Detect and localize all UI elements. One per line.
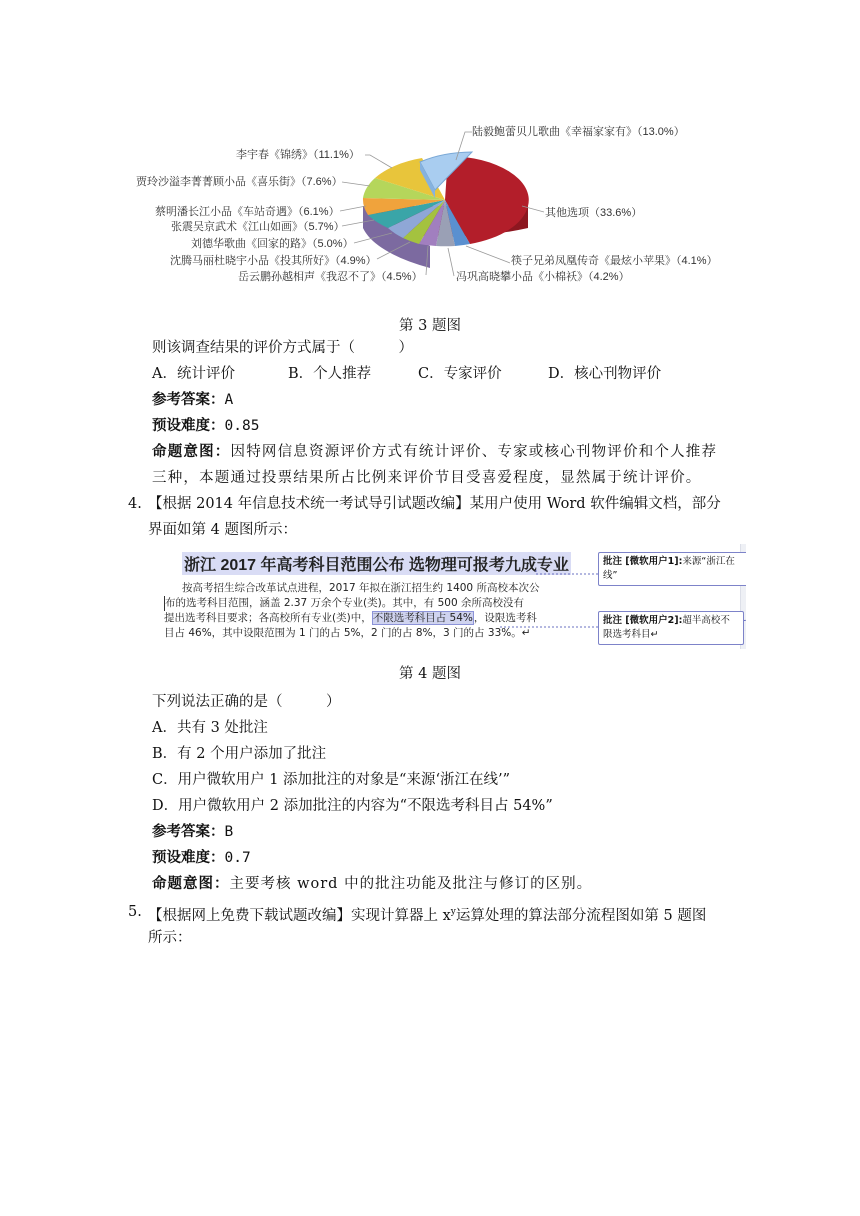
q4-intent-label: 命题意图： (152, 876, 230, 892)
figure-3-caption: 第 3 题图 (399, 318, 461, 334)
q5-stem-line-2: 所示： (148, 930, 192, 946)
word-body-line-3c: ，设限选考科 (473, 612, 537, 624)
q3-option-b: B．个人推荐 (288, 366, 372, 382)
pie-label-liudehua: 刘德华歌曲《回家的路》（5.0%） (191, 238, 354, 250)
q4-option-d: D．用户微软用户 2 添加批注的内容为“不限选考科目占 54%” (152, 798, 553, 814)
q3-option-c: C．专家评价 (418, 366, 502, 382)
q3-option-d: D．核心刊物评价 (548, 366, 662, 382)
comment-1[interactable] (598, 552, 746, 586)
leader-fenggong (448, 248, 454, 276)
word-screenshot (164, 544, 746, 649)
comment-1-head: 批注 [微软用户1]: (603, 556, 683, 567)
pie-label-luyi: 陆毅鲍蕾贝儿歌曲《幸福家家有》（13.0%） (472, 126, 685, 138)
pie-label-liyuchun: 李宇春《锦绣》（11.1%） (236, 149, 360, 161)
leader-kuaizi (466, 246, 510, 263)
q4-number: 4. (128, 496, 142, 512)
q3-stem: 则该调查结果的评价方式属于（ ） (152, 340, 413, 356)
q4-intent-text: 主要考核 word 中的批注功能及批注与修订的区别。 (229, 876, 593, 892)
leader-caiming (340, 206, 366, 211)
q3-difficulty-value: 0.85 (224, 418, 260, 434)
q4-intent (152, 874, 592, 894)
q4-difficulty-label: 预设难度： (152, 850, 225, 866)
comment-2-head: 批注 [微软用户2]: (603, 615, 683, 626)
pie-label-yueyunpeng: 岳云鹏孙越相声《我忍不了》（4.5%） (238, 271, 423, 283)
pie-label-jialing: 贾玲沙溢李菁菁顾小品《喜乐街》（7.6%） (136, 176, 343, 188)
q4-answer-value: B (224, 824, 234, 840)
word-body-line-3a: 提出选考科目要求；各高校所有专业(类)中， (164, 612, 372, 624)
q4-difficulty (152, 848, 251, 868)
connector-comment-1 (536, 561, 600, 574)
leader-jialing (342, 182, 370, 186)
q4-option-a: A．共有 3 处批注 (152, 720, 268, 736)
word-doc-title: 浙江 2017 年高考科目范围公布 选物理可报考九成专业 (182, 552, 571, 575)
pie-label-fenggong: 冯巩高晓攀小品《小棉袄》（4.2%） (456, 271, 630, 283)
q4-option-c: C．用户微软用户 1 添加批注的对象是“来源‘浙江在线’” (152, 772, 511, 788)
word-commented-text[interactable]: 不限选考科目占 54% (372, 612, 473, 624)
pie-label-other: 其他选项（33.6%） (545, 207, 643, 219)
q5-stem-line-1 (148, 902, 706, 926)
leader-liyuchun (365, 155, 392, 168)
comment-1-text: 来源“浙江在线” (603, 556, 735, 581)
word-body-line-2: 布的选考科目范围，涵盖 2.37 万余个专业(类)。其中，有 500 余所高校没有 (164, 596, 570, 611)
q3-intent (152, 442, 717, 462)
pie-label-zhangzhen: 张震吴京武术《江山如画》（5.7%） (171, 221, 345, 233)
q5-stem-b: 运算处理的算法部分流程图如第 5 题图 (455, 907, 707, 924)
q5-number: 5. (128, 904, 142, 920)
q3-difficulty-label: 预设难度： (152, 418, 225, 434)
word-body-line-4: 目占 46%，其中设限范围为 1 门的占 5%，2 门的占 8%，3 门的占 33%。↵ (164, 627, 531, 639)
q3-intent-text-1: 因特网信息资源评价方式有统计评价、专家或核心刊物评价和个人推荐 (230, 444, 718, 460)
figure-4-caption: 第 4 题图 (399, 666, 461, 682)
pie-label-kuaizi: 筷子兄弟凤凰传奇《最炫小苹果》（4.1%） (511, 255, 718, 267)
q3-answer-label: 参考答案： (152, 392, 225, 408)
comment-2[interactable] (598, 611, 744, 645)
q3-answer (152, 390, 233, 410)
q4-difficulty-value: 0.7 (224, 850, 251, 866)
connector-line-1 (536, 561, 600, 574)
q3-difficulty (152, 416, 259, 436)
word-body-line-1: 按高考招生综合改革试点进程，2017 年拟在浙江招生约 1400 所高校本次公 (182, 582, 540, 594)
q3-answer-value: A (224, 392, 234, 408)
pie-label-shenteng: 沈腾马丽杜晓宇小品《投其所好》（4.9%） (170, 255, 377, 267)
pie-label-caiming: 蔡明潘长江小品《车站奇遇》（6.1%） (155, 206, 340, 218)
comment-2-text: 超半高校不限选考科目↵ (603, 615, 730, 640)
q4-answer-label: 参考答案： (152, 824, 225, 840)
q4-answer (152, 822, 233, 842)
q5-stem-sup: y (450, 907, 456, 917)
q3-intent-text-2: 三种，本题通过投票结果所占比例来评价节目受喜爱程度，显然属于统计评价。 (152, 470, 702, 486)
q5-stem-a: 【根据网上免费下载试题改编】实现计算器上 x (148, 907, 451, 924)
q4-stem-line-1: 【根据 2014 年信息技术统一考试导引试题改编】某用户使用 Word 软件编辑文档，部分 (148, 496, 721, 512)
q4-question: 下列说法正确的是（ ） (152, 694, 341, 710)
q3-option-a: A．统计评价 (152, 366, 235, 382)
q4-option-b: B．有 2 个用户添加了批注 (152, 746, 327, 762)
pie-chart-figure (130, 118, 730, 288)
q3-intent-label: 命题意图： (152, 444, 231, 460)
q4-stem-line-2: 界面如第 4 题图所示： (148, 522, 297, 538)
